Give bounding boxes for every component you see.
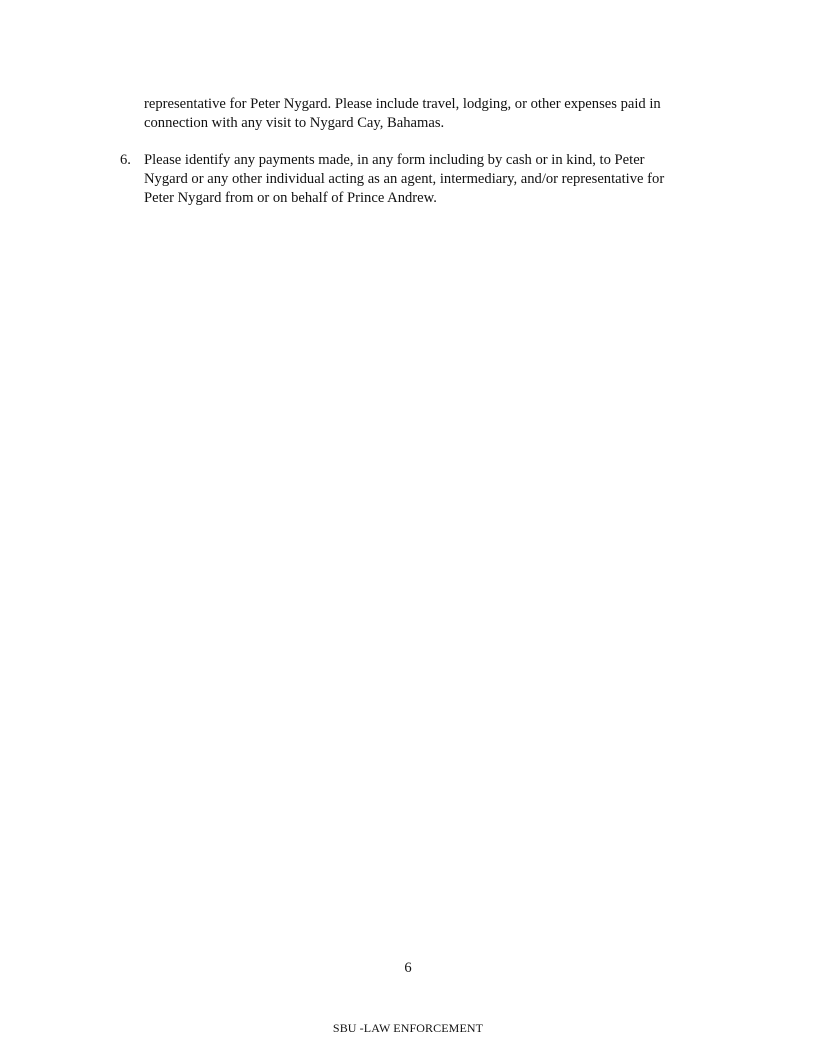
item-line: Peter Nygard from or on behalf of Prince Andrew. [144, 190, 437, 206]
item-text [144, 151, 734, 208]
continuation-paragraph [144, 95, 734, 133]
footer-classification: SBU -LAW ENFORCEMENT [332, 1021, 484, 1035]
item-line: Nygard or any other individual acting as an agent, intermediary, and/or representative for [144, 171, 665, 187]
paragraph-line: representative for Peter Nygard. Please include travel, lodging, or other expenses paid in [144, 96, 661, 112]
paragraph-line: connection with any visit to Nygard Cay, Bahamas. [144, 115, 445, 131]
item-number: 6. [120, 152, 131, 168]
page-number: 6 [404, 960, 412, 976]
item-line: Please identify any payments made, in any form including by cash or in kind, to Peter [144, 152, 645, 168]
